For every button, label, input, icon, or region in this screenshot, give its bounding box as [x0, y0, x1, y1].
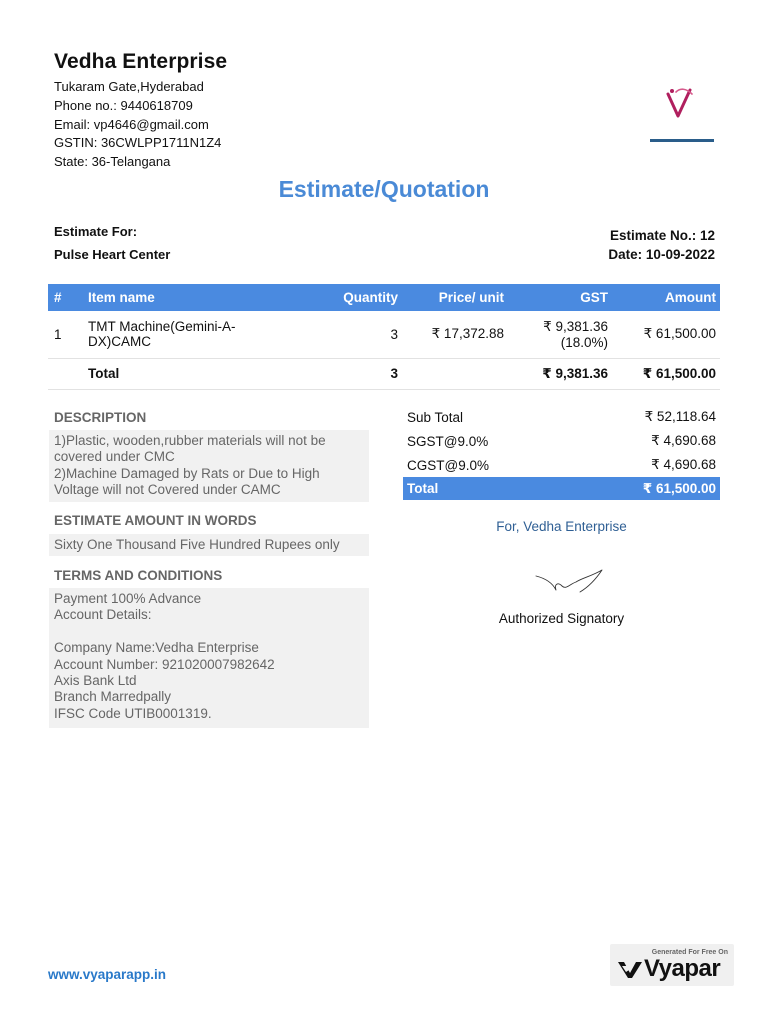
subtotal-row: [403, 405, 720, 429]
company-email: Email: vp4646@gmail.com: [54, 116, 209, 132]
sgst-value: ₹ 4,690.68: [651, 433, 716, 448]
terms-text: Payment 100% Advance Account Details: Company Name:Vedha Enterprise Account Number: 921020007982642 Axis Bank Ltd Branch Marredpally IFSC Code UTIB0001319.: [49, 588, 369, 728]
amount-words-text: Sixty One Thousand Five Hundred Rupees only: [49, 534, 369, 556]
estimate-date: Date: 10-09-2022: [608, 247, 715, 262]
estimate-meta: [608, 226, 715, 264]
items-header-row: [48, 284, 720, 311]
row-gst-rate: (18.0%): [560, 334, 608, 350]
grand-total-label: Total: [407, 481, 439, 496]
total-label: Total: [84, 358, 254, 389]
badge-brand: Vyapar: [644, 955, 721, 982]
description-text: 1)Plastic, wooden,rubber materials will not be covered under CMC 2)Machine Damaged by Rats or Due to High Voltage will not Covered under CAMC: [49, 430, 369, 502]
sgst-label: SGST@9.0%: [407, 433, 489, 449]
authorized-signatory: Authorized Signatory: [498, 611, 625, 626]
row-price: ₹ 17,372.88: [402, 311, 508, 358]
row-gst-amount: ₹ 9,381.36: [543, 318, 608, 334]
grand-total-row: [403, 477, 720, 500]
terms-heading: TERMS AND CONDITIONS: [54, 567, 223, 583]
total-price-empty: [402, 358, 508, 389]
amount-words-heading: ESTIMATE AMOUNT IN WORDS: [54, 513, 257, 529]
company-address: Tukaram Gate,Hyderabad: [54, 79, 204, 94]
sgst-row: [403, 429, 720, 453]
header-num: #: [48, 284, 84, 311]
header-price: Price/ unit: [402, 284, 508, 311]
bill-to-name: Pulse Heart Center: [54, 247, 171, 262]
subtotal-label: Sub Total: [407, 409, 464, 425]
logo-underline: [650, 139, 714, 142]
company-gstin: GSTIN: 36CWLPP1711N1Z4: [54, 135, 222, 151]
cgst-label: CGST@9.0%: [407, 457, 489, 473]
vyapar-badge: [610, 944, 734, 986]
badge-tagline: Generated For Free On: [651, 949, 728, 956]
bill-to-label: Estimate For:: [54, 224, 138, 239]
row-qty: 3: [254, 311, 402, 358]
v-logo-icon: [664, 84, 700, 122]
header-gst: GST: [508, 284, 612, 311]
grand-total-value: ₹ 61,500.00: [642, 480, 716, 496]
description-heading: DESCRIPTION: [54, 409, 147, 425]
row-gst: [508, 311, 612, 358]
row-amount: ₹ 61,500.00: [612, 311, 720, 358]
estimate-number: Estimate No.: 12: [609, 228, 715, 243]
header-item: Item name: [84, 284, 254, 311]
row-item-name: TMT Machine(Gemini-A-DX)CAMC: [84, 311, 254, 358]
items-table: [48, 284, 720, 390]
totals-summary: [403, 405, 720, 500]
total-amount: ₹ 61,500.00: [612, 358, 720, 389]
header-amount: Amount: [612, 284, 720, 311]
company-info: [54, 50, 227, 172]
company-state: State: 36-Telangana: [54, 154, 171, 170]
row-num: 1: [48, 311, 84, 358]
subtotal-value: ₹ 52,118.64: [644, 409, 716, 424]
company-logo: [648, 82, 716, 144]
total-qty: 3: [254, 358, 402, 389]
company-name: Vedha Enterprise: [54, 50, 228, 73]
website-link[interactable]: www.vyaparapp.in: [48, 967, 167, 982]
header-qty: Quantity: [254, 284, 402, 311]
document-title: Estimate/Quotation: [278, 176, 490, 202]
total-gst: ₹ 9,381.36: [508, 358, 612, 389]
cgst-value: ₹ 4,690.68: [651, 457, 716, 472]
table-total-row: [48, 358, 720, 389]
table-row: [48, 311, 720, 358]
cgst-row: [403, 453, 720, 477]
vyapar-logo-icon: [617, 959, 643, 979]
signature-icon: [532, 566, 622, 596]
notes-column: [49, 404, 369, 728]
company-phone: Phone no.: 9440618709: [54, 97, 193, 113]
for-company-line: For, Vedha Enterprise: [496, 519, 627, 534]
total-empty: [48, 358, 84, 389]
bill-to: [54, 224, 170, 262]
